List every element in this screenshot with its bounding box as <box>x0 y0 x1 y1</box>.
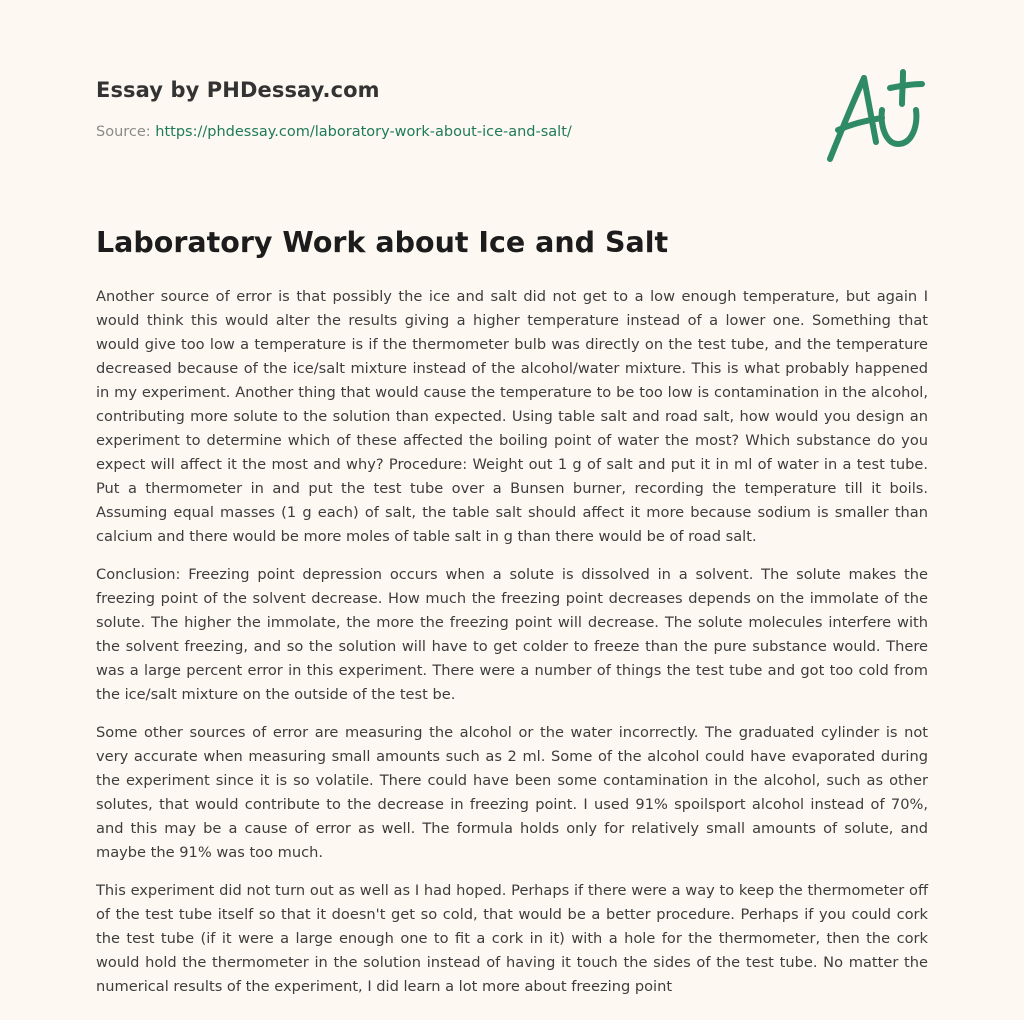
essay-paragraph: Another source of error is that possibly the ice and salt did not get to a low enough temperature, but again I would think this would alter the results giving a higher temperature instead of a lower one. Something that would give too low a temperature is if the thermometer bulb was directly on the test tube, and the temperature decreased because of the ice/salt mixture instead of the alcohol/water mixture. This is what probably happened in my experiment. Another thing that would cause the temperature to be too low is contamination in the alcohol, contributing more solute to the solution than expected. Using table salt and road salt, how would you design an experiment to determine which of these affected the boiling point of water the most? Which substance do you expect will affect it the most and why? Procedure: Weight out 1 g of salt and put it in ml of water in a test tube. Put a thermometer in and put the test tube over a Bunsen burner, recording the temperature till it boils. Assuming equal masses (1 g each) of salt, the table salt should affect it more because sodium is smaller than calcium and there would be more moles of table salt in g than there would be of road salt. <box>96 288 928 545</box>
source-link[interactable]: https://phdessay.com/laboratory-work-about-ice-and-salt/ <box>155 124 572 140</box>
essay-paragraph: Some other sources of error are measuring the alcohol or the water incorrectly. The graduated cylinder is not very accurate when measuring small amounts such as 2 ml. Some of the alcohol could have evaporated during the experiment since it is so volatile. There could have been some contamination in the alcohol, such as other solutes, that would contribute to the decrease in freezing point. I used 91% spoilsport alcohol instead of 70%, and this may be a cause of error as well. The formula holds only for relatively small amounts of solute, and maybe the 91% was too much. <box>96 724 928 861</box>
source-line <box>96 124 572 140</box>
site-title: Essay by PHDessay.com <box>96 78 380 102</box>
essay-body <box>96 285 928 1013</box>
essay-paragraph: Conclusion: Freezing point depression occurs when a solute is dissolved in a solvent. The solute makes the freezing point of the solvent decrease. How much the freezing point decreases depends on the immolate of the solute. The higher the immolate, the more the freezing point will decrease. The solute molecules interfere with the solvent freezing, and so the solution will have to get colder to freeze than the pure substance would. There was a large percent error in this experiment. There were a number of things the test tube and got too cold from the ice/salt mixture on the outside of the test be. <box>96 566 928 703</box>
essay-paragraph: This experiment did not turn out as well as I had hoped. Perhaps if there were a way to keep the thermometer off of the test tube itself so that it doesn't get so cold, that would be a better procedure. Perhaps if you could cork the test tube (if it were a large enough one to fit a cork in it) with a hole for the thermometer, then the cork would hold the thermometer in the solution instead of having it touch the sides of the test tube. No matter the numerical results of the experiment, I did learn a lot more about freezing point <box>96 882 928 995</box>
essay-title: Laboratory Work about Ice and Salt <box>96 226 669 259</box>
a-plus-grade-icon <box>818 64 936 168</box>
source-label: Source: <box>96 124 156 140</box>
